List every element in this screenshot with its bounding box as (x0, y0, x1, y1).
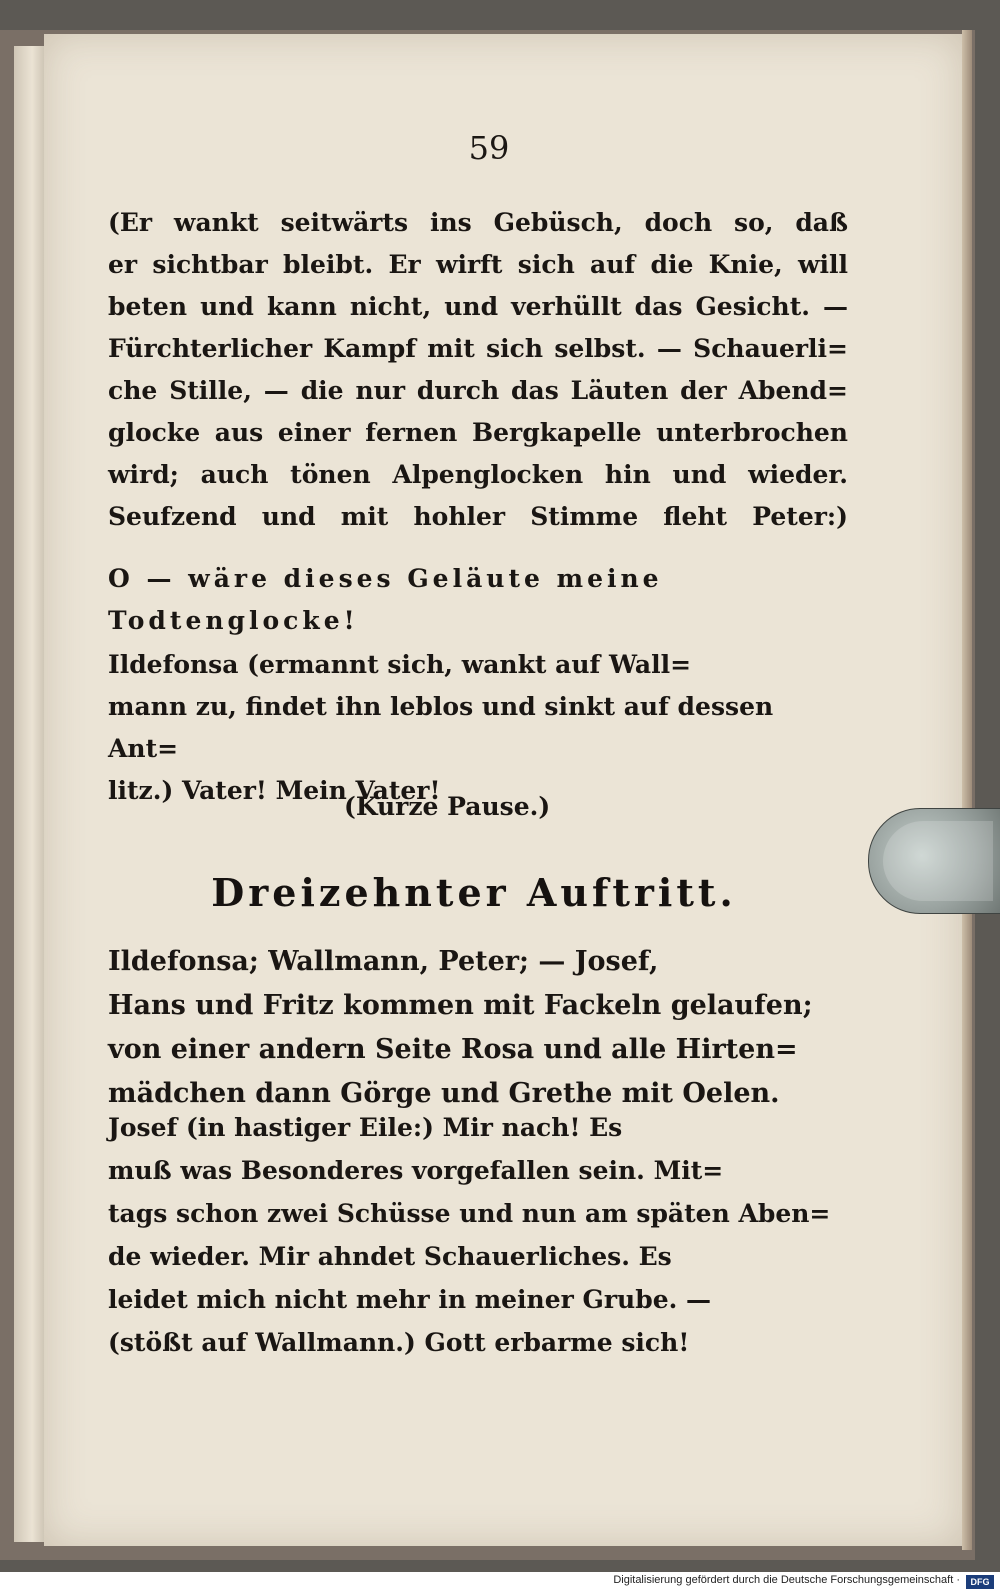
left-page-edge (14, 46, 44, 1542)
tab-highlight (883, 821, 993, 901)
dfg-logo: DFG (966, 1575, 994, 1589)
cast-list: Ildefonsa; Wallmann, Peter; — Josef, Hans und Fritz kommen mit Fackeln gelaufen; von einer andern Seite Rosa und alle Hirten= mädchen dann Görge und Grethe mit Oelen. (108, 946, 813, 1109)
page-turn-tab[interactable] (868, 808, 1000, 914)
josef-speech: Josef (in hastiger Eile:) Mir nach! Es muß was Besonderes vorgefallen sein. Mit= tags schon zwei Schüsse und nun am späten Aben= de wieder. Mir ahndet Schauerliches. Es leidet mich nicht mehr in meiner Grube. — (stößt auf Wallmann.) Gott erbarme sich! (108, 1113, 831, 1357)
peter-exclamation: O — wäre dieses Geläute meine Todtenglocke! (108, 564, 663, 635)
footer-strip (0, 1572, 1000, 1592)
page-right-edge (962, 30, 972, 1550)
book-page (44, 34, 962, 1546)
footer-credit: Digitalisierung gefördert durch die Deutsche Forschungsgemeinschaft · (613, 1574, 960, 1586)
pause-direction: (Kurze Pause.) (344, 792, 551, 821)
stage-direction: (Er wankt seitwärts ins Gebüsch, doch so, daß er sichtbar bleibt. Er wirft sich auf die Knie, will beten und kann nicht, und verhüllt das Gesicht. — Fürchterlicher Kampf mit sich selbst. — Schauerli= che Stille, — die nur durch das Läuten der Abend= glocke aus einer fernen Bergkapelle unterbrochen wird; auch tönen Alpenglocken hin und wieder. Seufzend und mit hohler Stimme fleht Peter:) (108, 208, 848, 531)
scene-heading: Dreizehnter Auftritt. (211, 870, 737, 915)
ildefonsa-speech: Ildefonsa (ermannt sich, wankt auf Wall= mann zu, findet ihn leblos und sinkt auf dessen Ant= litz.) Vater! Mein Vater! (108, 650, 774, 805)
page-number: 59 (468, 129, 510, 167)
